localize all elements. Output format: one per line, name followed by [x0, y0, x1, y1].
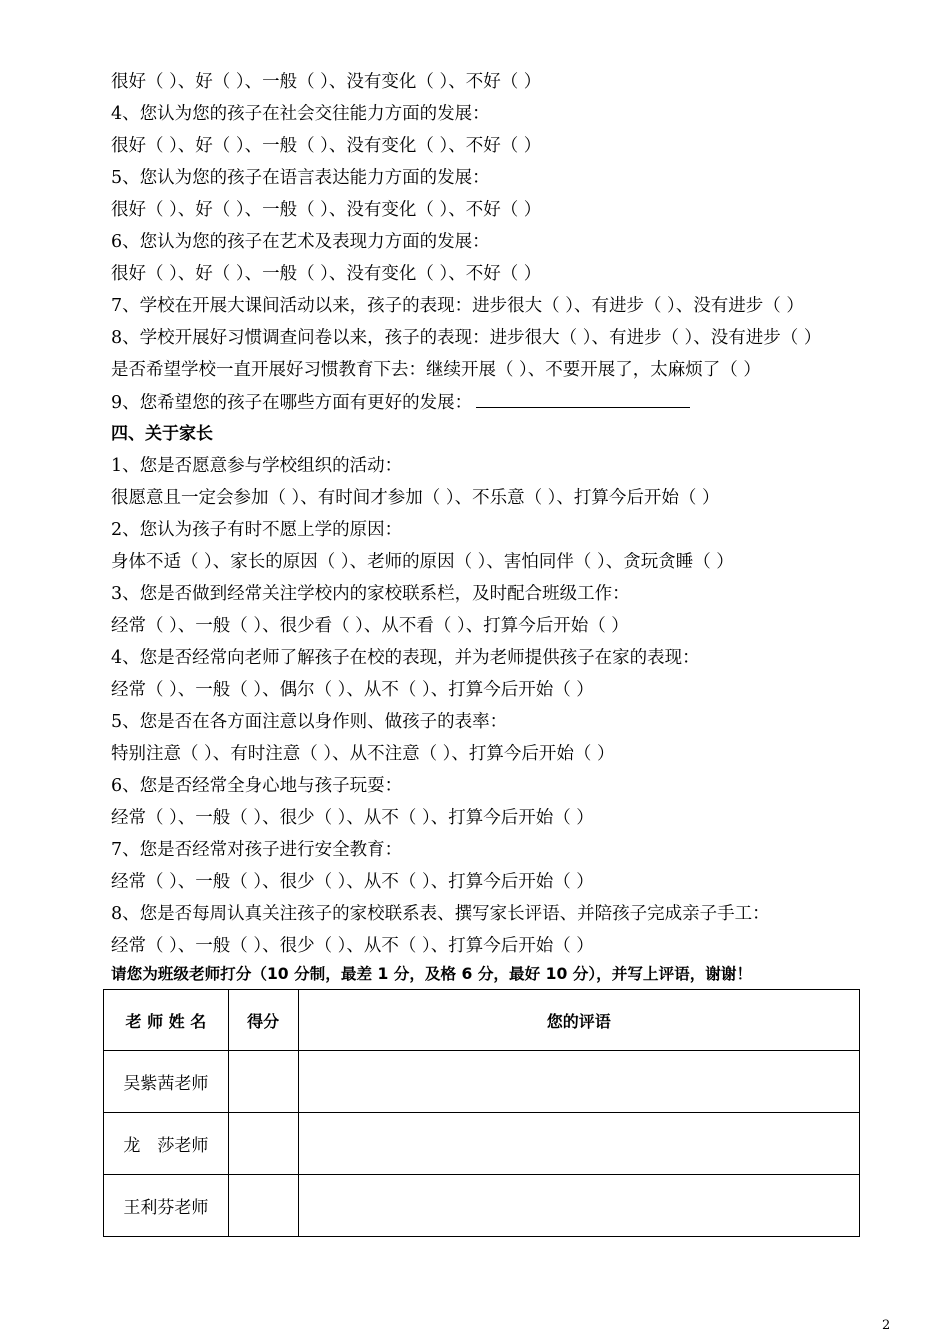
parent-question-5: 5、您是否在各方面注意以身作则、做孩子的表率： — [111, 712, 508, 732]
parent-options-3: 经常（ ）、一般（ ）、很少看（ ）、从不看（ ）、打算今后开始（ ） — [111, 616, 629, 636]
question-5-language: 5、您认为您的孩子在语言表达能力方面的发展： — [111, 168, 490, 188]
header-score: 得分 — [228, 990, 298, 1051]
comment-cell[interactable] — [298, 1113, 859, 1175]
parent-options-4: 经常（ ）、一般（ ）、偶尔（ ）、从不（ ）、打算今后开始（ ） — [111, 680, 594, 700]
section-heading-parents: 四、关于家长 — [111, 424, 213, 444]
question-8-habits: 8、学校开展好习惯调查问卷以来，孩子的表现：进步很大（ ）、有进步（ ）、没有进步（ ） — [111, 328, 822, 348]
parent-question-7: 7、您是否经常对孩子进行安全教育： — [111, 840, 403, 860]
header-teacher-name: 老 师 姓 名 — [104, 990, 229, 1051]
parent-question-2: 2、您认为孩子有时不愿上学的原因： — [111, 520, 403, 540]
parent-options-6: 经常（ ）、一般（ ）、很少（ ）、从不（ ）、打算今后开始（ ） — [111, 808, 594, 828]
page-number: 2 — [882, 1318, 891, 1333]
parent-question-6: 6、您是否经常全身心地与孩子玩耍： — [111, 776, 403, 796]
teacher-name-cell: 龙 莎老师 — [104, 1113, 229, 1175]
table-header-row — [104, 990, 860, 1051]
parent-question-3: 3、您是否做到经常关注学校内的家校联系栏，及时配合班级工作： — [111, 584, 630, 604]
parent-options-7: 经常（ ）、一般（ ）、很少（ ）、从不（ ）、打算今后开始（ ） — [111, 872, 594, 892]
answer-options-q3: 很好（ ）、好（ ）、一般（ ）、没有变化（ ）、不好（ ） — [111, 72, 542, 92]
parent-question-8: 8、您是否每周认真关注孩子的家校联系表、撰写家长评语、并陪孩子完成亲子手工： — [111, 904, 770, 924]
table-row — [104, 1113, 860, 1175]
score-cell[interactable] — [228, 1051, 298, 1113]
question-4-social: 4、您认为您的孩子在社会交往能力方面的发展： — [111, 104, 490, 124]
question-9-text: 9、您希望您的孩子在哪些方面有更好的发展： — [111, 393, 473, 413]
table-row — [104, 1175, 860, 1237]
parent-question-4: 4、您是否经常向老师了解孩子在校的表现，并为老师提供孩子在家的表现： — [111, 648, 700, 668]
answer-options-q5: 很好（ ）、好（ ）、一般（ ）、没有变化（ ）、不好（ ） — [111, 200, 542, 220]
header-comment: 您的评语 — [298, 990, 859, 1051]
table-row — [104, 1051, 860, 1113]
answer-options-q4: 很好（ ）、好（ ）、一般（ ）、没有变化（ ）、不好（ ） — [111, 136, 542, 156]
question-7-activities: 7、学校在开展大课间活动以来，孩子的表现：进步很大（ ）、有进步（ ）、没有进步（ ） — [111, 296, 804, 316]
teacher-name-cell: 吴紫茜老师 — [104, 1051, 229, 1113]
question-6-art: 6、您认为您的孩子在艺术及表现力方面的发展： — [111, 232, 490, 252]
score-cell[interactable] — [228, 1175, 298, 1237]
teacher-rating-table — [103, 989, 860, 1237]
parent-options-5: 特别注意（ ）、有时注意（ ）、从不注意（ ）、打算今后开始（ ） — [111, 744, 615, 764]
question-8-continue: 是否希望学校一直开展好习惯教育下去：继续开展（ ）、不要开展了，太麻烦了（ ） — [111, 360, 761, 380]
parent-question-1: 1、您是否愿意参与学校组织的活动： — [111, 456, 403, 476]
answer-options-q6: 很好（ ）、好（ ）、一般（ ）、没有变化（ ）、不好（ ） — [111, 264, 542, 284]
question-9-development — [111, 391, 690, 414]
comment-cell[interactable] — [298, 1051, 859, 1113]
comment-cell[interactable] — [298, 1175, 859, 1237]
answer-blank — [476, 391, 690, 408]
parent-options-8: 经常（ ）、一般（ ）、很少（ ）、从不（ ）、打算今后开始（ ） — [111, 936, 594, 956]
teacher-name-cell: 王利芬老师 — [104, 1175, 229, 1237]
parent-options-1: 很愿意且一定会参加（ ）、有时间才参加（ ）、不乐意（ ）、打算今后开始（ ） — [111, 488, 720, 508]
score-cell[interactable] — [228, 1113, 298, 1175]
teacher-rating-instruction: 请您为班级老师打分（10 分制，最差 1 分，及格 6 分，最好 10 分），并写上评语，谢谢！ — [111, 965, 753, 983]
parent-options-2: 身体不适（ ）、家长的原因（ ）、老师的原因（ ）、害怕同伴（ ）、贪玩贪睡（ ） — [111, 552, 734, 572]
